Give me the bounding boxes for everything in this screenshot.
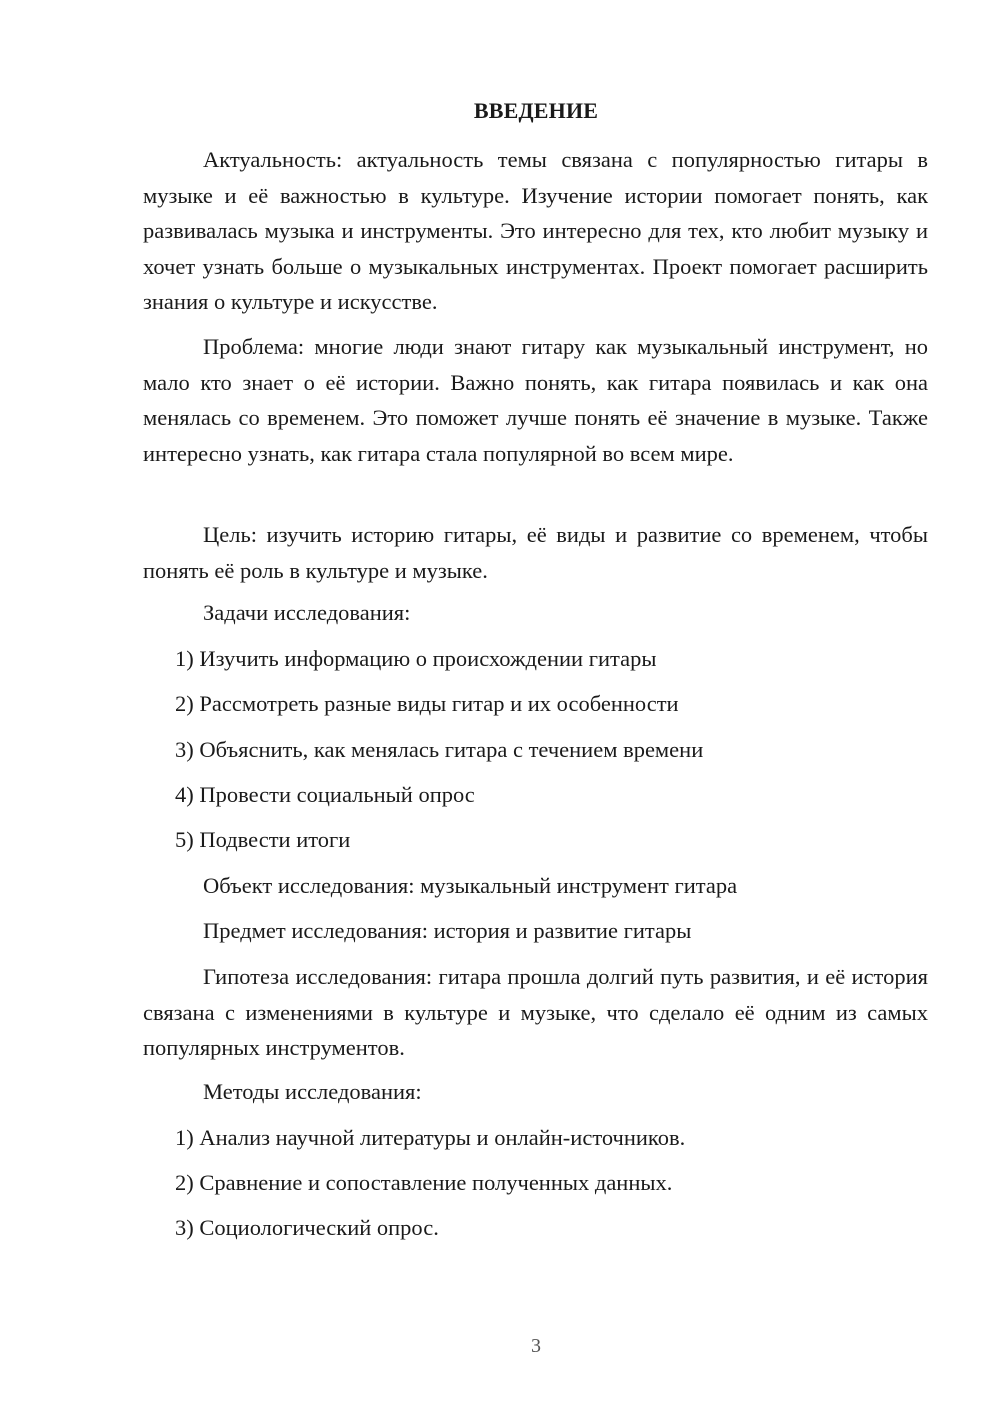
task-item: 4) Провести социальный опрос	[175, 782, 475, 807]
problem-paragraph: Проблема: многие люди знают гитару как музыкальный инструмент, но мало кто знает о её истории. Важно понять, как гитара появилась и как она менялась со временем. Это поможет лучше понять её значение в музыке. Также интересно узнать, как гитара стала популярной во всем мире.	[143, 334, 928, 466]
task-item: 5) Подвести итоги	[175, 827, 351, 852]
relevance-paragraph: Актуальность: актуальность темы связана с популярностью гитары в музыке и её важностью в культуре. Изучение истории помогает понять, как развивалась музыка и инструменты. Это интересно для тех, кто любит музыку и хочет узнать больше о музыкальных инструментах. Проект помогает расширить знания о культуре и искусстве.	[143, 147, 928, 314]
method-item: 1) Анализ научной литературы и онлайн-источников.	[175, 1125, 686, 1150]
page-title: ВВЕДЕНИЕ	[473, 98, 599, 123]
methods-heading: Методы исследования:	[203, 1079, 422, 1104]
task-item: 3) Объяснить, как менялась гитара с течением времени	[175, 737, 704, 762]
goal-paragraph: Цель: изучить историю гитары, её виды и развитие со временем, чтобы понять её роль в культуре и музыке.	[143, 522, 928, 583]
task-item: 1) Изучить информацию о происхождении гитары	[175, 646, 657, 671]
research-subject: Предмет исследования: история и развитие гитары	[203, 918, 692, 943]
page-number: 3	[531, 1335, 541, 1357]
method-item: 3) Социологический опрос.	[175, 1215, 439, 1240]
method-item: 2) Сравнение и сопоставление полученных данных.	[175, 1170, 673, 1195]
hypothesis-paragraph: Гипотеза исследования: гитара прошла долгий путь развития, и её история связана с изменениями в культуре и музыке, что сделало её одним из самых популярных инструментов.	[143, 964, 928, 1060]
task-item: 2) Рассмотреть разные виды гитар и их особенности	[175, 691, 679, 716]
tasks-heading: Задачи исследования:	[203, 600, 411, 625]
research-object: Объект исследования: музыкальный инструмент гитара	[203, 873, 738, 898]
